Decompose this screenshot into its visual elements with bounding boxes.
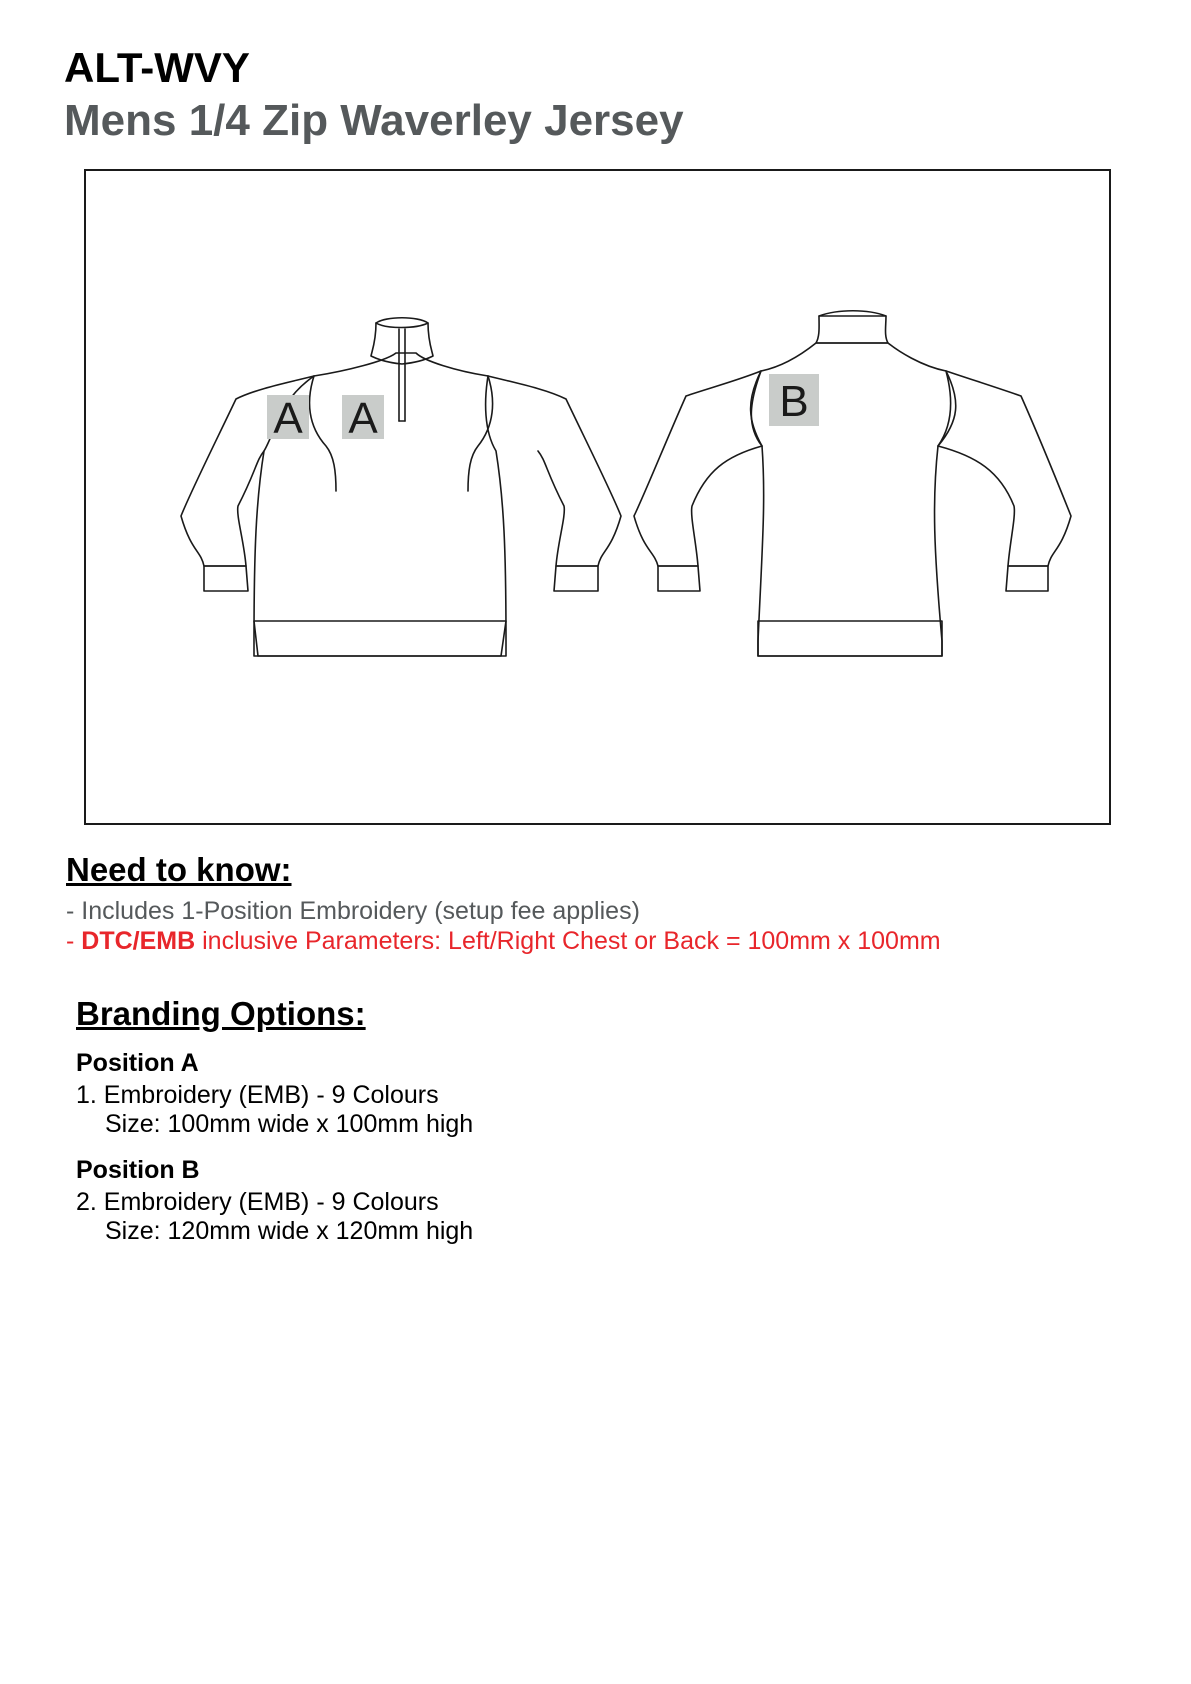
need-to-know-item-highlight: - DTC/EMB inclusive Parameters: Left/Right Chest or Back = 100mm x 100mm <box>66 927 941 955</box>
position-a-title: Position A <box>76 1049 199 1077</box>
svg-text:A: A <box>348 394 378 443</box>
product-name: Mens 1/4 Zip Waverley Jersey <box>64 96 684 145</box>
position-b-option: 2. Embroidery (EMB) - 9 Colours <box>76 1188 439 1216</box>
back-hem <box>758 621 942 656</box>
front-right-sleeve <box>488 376 621 566</box>
position-b-title: Position B <box>76 1156 200 1184</box>
front-view <box>181 318 621 656</box>
garment-diagram-frame <box>84 169 1111 825</box>
back-collar <box>816 316 888 343</box>
front-hem <box>254 621 506 656</box>
position-a-option: 1. Embroidery (EMB) - 9 Colours <box>76 1081 439 1109</box>
position-b-size: Size: 120mm wide x 120mm high <box>105 1217 474 1245</box>
svg-text:B: B <box>779 377 809 426</box>
need-to-know-item: - Includes 1-Position Embroidery (setup fee applies) <box>66 897 640 925</box>
marker-a-left <box>267 394 309 443</box>
product-code: ALT-WVY <box>64 44 250 91</box>
need-to-know-title: Need to know: <box>66 851 292 888</box>
garment-diagram <box>86 171 1108 822</box>
svg-text:A: A <box>273 394 303 443</box>
back-right-sleeve <box>938 371 1071 566</box>
back-left-sleeve <box>634 371 762 566</box>
dtc-emb-label: DTC/EMB <box>81 927 196 955</box>
back-view <box>634 311 1071 656</box>
marker-b <box>769 374 819 426</box>
position-a-size: Size: 100mm wide x 100mm high <box>105 1110 474 1138</box>
branding-options-title: Branding Options: <box>76 995 366 1032</box>
marker-a-right <box>342 394 384 443</box>
